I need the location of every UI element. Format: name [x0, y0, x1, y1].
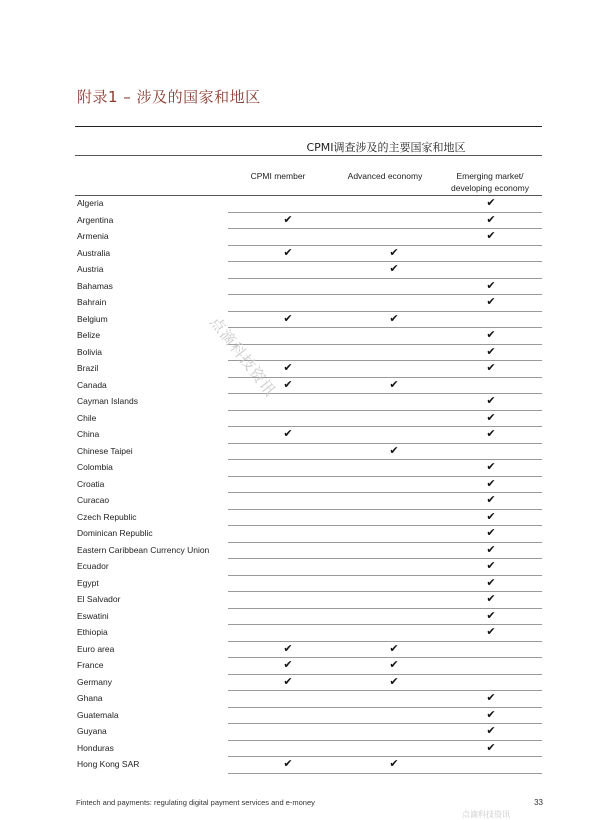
column-header-emerging-market — [440, 170, 540, 194]
country-name: Belize — [77, 330, 101, 340]
cpmi-member-check-icon: ✔ — [283, 311, 293, 325]
emerging-market-check-icon: ✔ — [486, 212, 496, 226]
emerging-market-check-icon: ✔ — [486, 542, 496, 556]
table-row — [75, 246, 542, 263]
advanced-economy-check-icon: ✔ — [389, 443, 399, 457]
table-row — [75, 196, 542, 213]
emerging-market-check-icon: ✔ — [486, 229, 496, 242]
table-row — [75, 691, 542, 708]
emerging-market-check-icon: ✔ — [486, 394, 496, 407]
table-row — [75, 708, 542, 725]
emerging-market-check-icon: ✔ — [486, 608, 496, 622]
country-name: Germany — [77, 676, 112, 687]
emerging-market-check-icon: ✔ — [486, 625, 496, 638]
table-row — [75, 493, 542, 510]
table-row — [75, 757, 542, 774]
country-name: Hong Kong SAR — [77, 759, 140, 769]
row-divider — [228, 773, 542, 774]
emerging-market-check-icon: ✔ — [486, 592, 496, 605]
country-name: Guyana — [77, 726, 107, 736]
country-name: Australia — [77, 247, 111, 258]
emerging-market-check-icon: ✔ — [486, 559, 496, 572]
cpmi-member-check-icon: ✔ — [283, 658, 293, 671]
table-row — [75, 312, 542, 329]
table-row — [75, 510, 542, 527]
table-row — [75, 642, 542, 659]
table-row — [75, 378, 542, 395]
country-name: Armenia — [77, 231, 109, 241]
country-name: Brazil — [77, 363, 99, 373]
country-name: France — [77, 660, 104, 670]
table-row — [75, 477, 542, 494]
emerging-market-check-icon: ✔ — [486, 707, 496, 721]
cpmi-member-check-icon: ✔ — [283, 212, 293, 226]
emerging-market-check-icon: ✔ — [486, 526, 496, 539]
country-name: Bahrain — [77, 297, 107, 307]
table-row — [75, 262, 542, 279]
country-name: Cayman Islands — [77, 396, 138, 406]
table-row — [75, 328, 542, 345]
country-name: Eswatini — [77, 610, 109, 621]
table-row — [75, 576, 542, 593]
country-name: Bahamas — [77, 280, 113, 291]
country-name: Argentina — [77, 214, 114, 225]
footer-source-mark: 点滴科技资讯 — [462, 810, 510, 819]
country-name: Guatemala — [77, 709, 119, 720]
emerging-market-check-icon: ✔ — [486, 410, 496, 424]
country-name: Curacao — [77, 495, 110, 505]
country-name: Austria — [77, 264, 104, 274]
emerging-market-check-icon: ✔ — [486, 575, 496, 589]
country-name: Chinese Taipei — [77, 445, 133, 456]
advanced-economy-check-icon: ✔ — [389, 757, 399, 770]
advanced-economy-check-icon: ✔ — [389, 641, 399, 655]
table-row — [75, 675, 542, 692]
country-name: Dominican Republic — [77, 528, 153, 538]
emerging-market-check-icon: ✔ — [486, 278, 496, 292]
column-header-emerging-line2: developing economy — [451, 183, 529, 193]
table-row — [75, 444, 542, 461]
footer-text: Fintech and payments: regulating digital payment services and e-money — [76, 798, 315, 807]
table-row — [75, 625, 542, 642]
country-name: Czech Republic — [77, 511, 137, 522]
emerging-market-check-icon: ✔ — [486, 361, 496, 374]
country-name: Honduras — [77, 742, 114, 753]
country-name: Euro area — [77, 643, 115, 654]
table-row — [75, 741, 542, 758]
table-row — [75, 609, 542, 626]
advanced-economy-check-icon: ✔ — [389, 674, 399, 688]
table-row — [75, 411, 542, 428]
cpmi-member-check-icon: ✔ — [283, 641, 293, 655]
watermark-text: 点滴科技资讯 — [206, 313, 280, 400]
table-row — [75, 213, 542, 230]
country-name: Belgium — [77, 313, 108, 324]
country-name: El Salvador — [77, 594, 121, 604]
emerging-market-check-icon: ✔ — [486, 724, 496, 737]
table-row — [75, 279, 542, 296]
table-row — [75, 229, 542, 246]
cpmi-member-check-icon: ✔ — [283, 674, 293, 688]
country-name: Bolivia — [77, 346, 103, 357]
table-row — [75, 295, 542, 312]
table-row — [75, 543, 542, 560]
country-name: Canada — [77, 379, 107, 390]
emerging-market-check-icon: ✔ — [486, 196, 496, 209]
emerging-market-check-icon: ✔ — [486, 460, 496, 473]
emerging-market-check-icon: ✔ — [486, 509, 496, 523]
country-name: Chile — [77, 412, 97, 423]
emerging-market-check-icon: ✔ — [486, 740, 496, 754]
emerging-market-check-icon: ✔ — [486, 493, 496, 506]
table-row — [75, 658, 542, 675]
title-rule — [75, 155, 542, 156]
advanced-economy-check-icon: ✔ — [389, 377, 399, 391]
table-row — [75, 592, 542, 609]
country-name: Eastern Caribbean Currency Union — [77, 544, 210, 555]
country-name: Ecuador — [77, 561, 109, 571]
emerging-market-check-icon: ✔ — [486, 691, 496, 704]
advanced-economy-check-icon: ✔ — [389, 262, 399, 275]
country-table-body — [75, 196, 542, 774]
country-name: Croatia — [77, 478, 105, 489]
page-number: 33 — [534, 798, 543, 807]
emerging-market-check-icon: ✔ — [486, 344, 496, 358]
country-name: Colombia — [77, 462, 113, 472]
top-rule — [75, 126, 542, 127]
cpmi-member-check-icon: ✔ — [283, 427, 293, 440]
table-row — [75, 361, 542, 378]
country-name: Egypt — [77, 577, 99, 588]
table-row — [75, 394, 542, 411]
country-name: Algeria — [77, 198, 104, 208]
table-row — [75, 724, 542, 741]
cpmi-member-check-icon: ✔ — [283, 377, 293, 391]
table-row — [75, 427, 542, 444]
advanced-economy-check-icon: ✔ — [389, 311, 399, 325]
table-row — [75, 559, 542, 576]
emerging-market-check-icon: ✔ — [486, 427, 496, 440]
cpmi-member-check-icon: ✔ — [283, 757, 293, 770]
advanced-economy-check-icon: ✔ — [389, 658, 399, 671]
table-row — [75, 460, 542, 477]
column-header-cpmi-member: CPMI member — [250, 171, 306, 181]
emerging-market-check-icon: ✔ — [486, 328, 496, 341]
advanced-economy-check-icon: ✔ — [389, 245, 399, 259]
country-name: Ethiopia — [77, 627, 108, 637]
country-name: China — [77, 429, 100, 439]
cpmi-member-check-icon: ✔ — [283, 361, 293, 374]
emerging-market-check-icon: ✔ — [486, 295, 496, 308]
table-row — [75, 345, 542, 362]
column-header-emerging-line1: Emerging market/ — [456, 171, 524, 181]
column-header-advanced-economy: Advanced economy — [347, 171, 423, 181]
table-row — [75, 526, 542, 543]
appendix-title: 附录1 – 涉及的国家和地区 — [77, 88, 261, 106]
table-title: CPMI调查涉及的主要国家和地区 — [306, 141, 466, 154]
country-name: Ghana — [77, 693, 103, 703]
emerging-market-check-icon: ✔ — [486, 476, 496, 490]
cpmi-member-check-icon: ✔ — [283, 245, 293, 259]
